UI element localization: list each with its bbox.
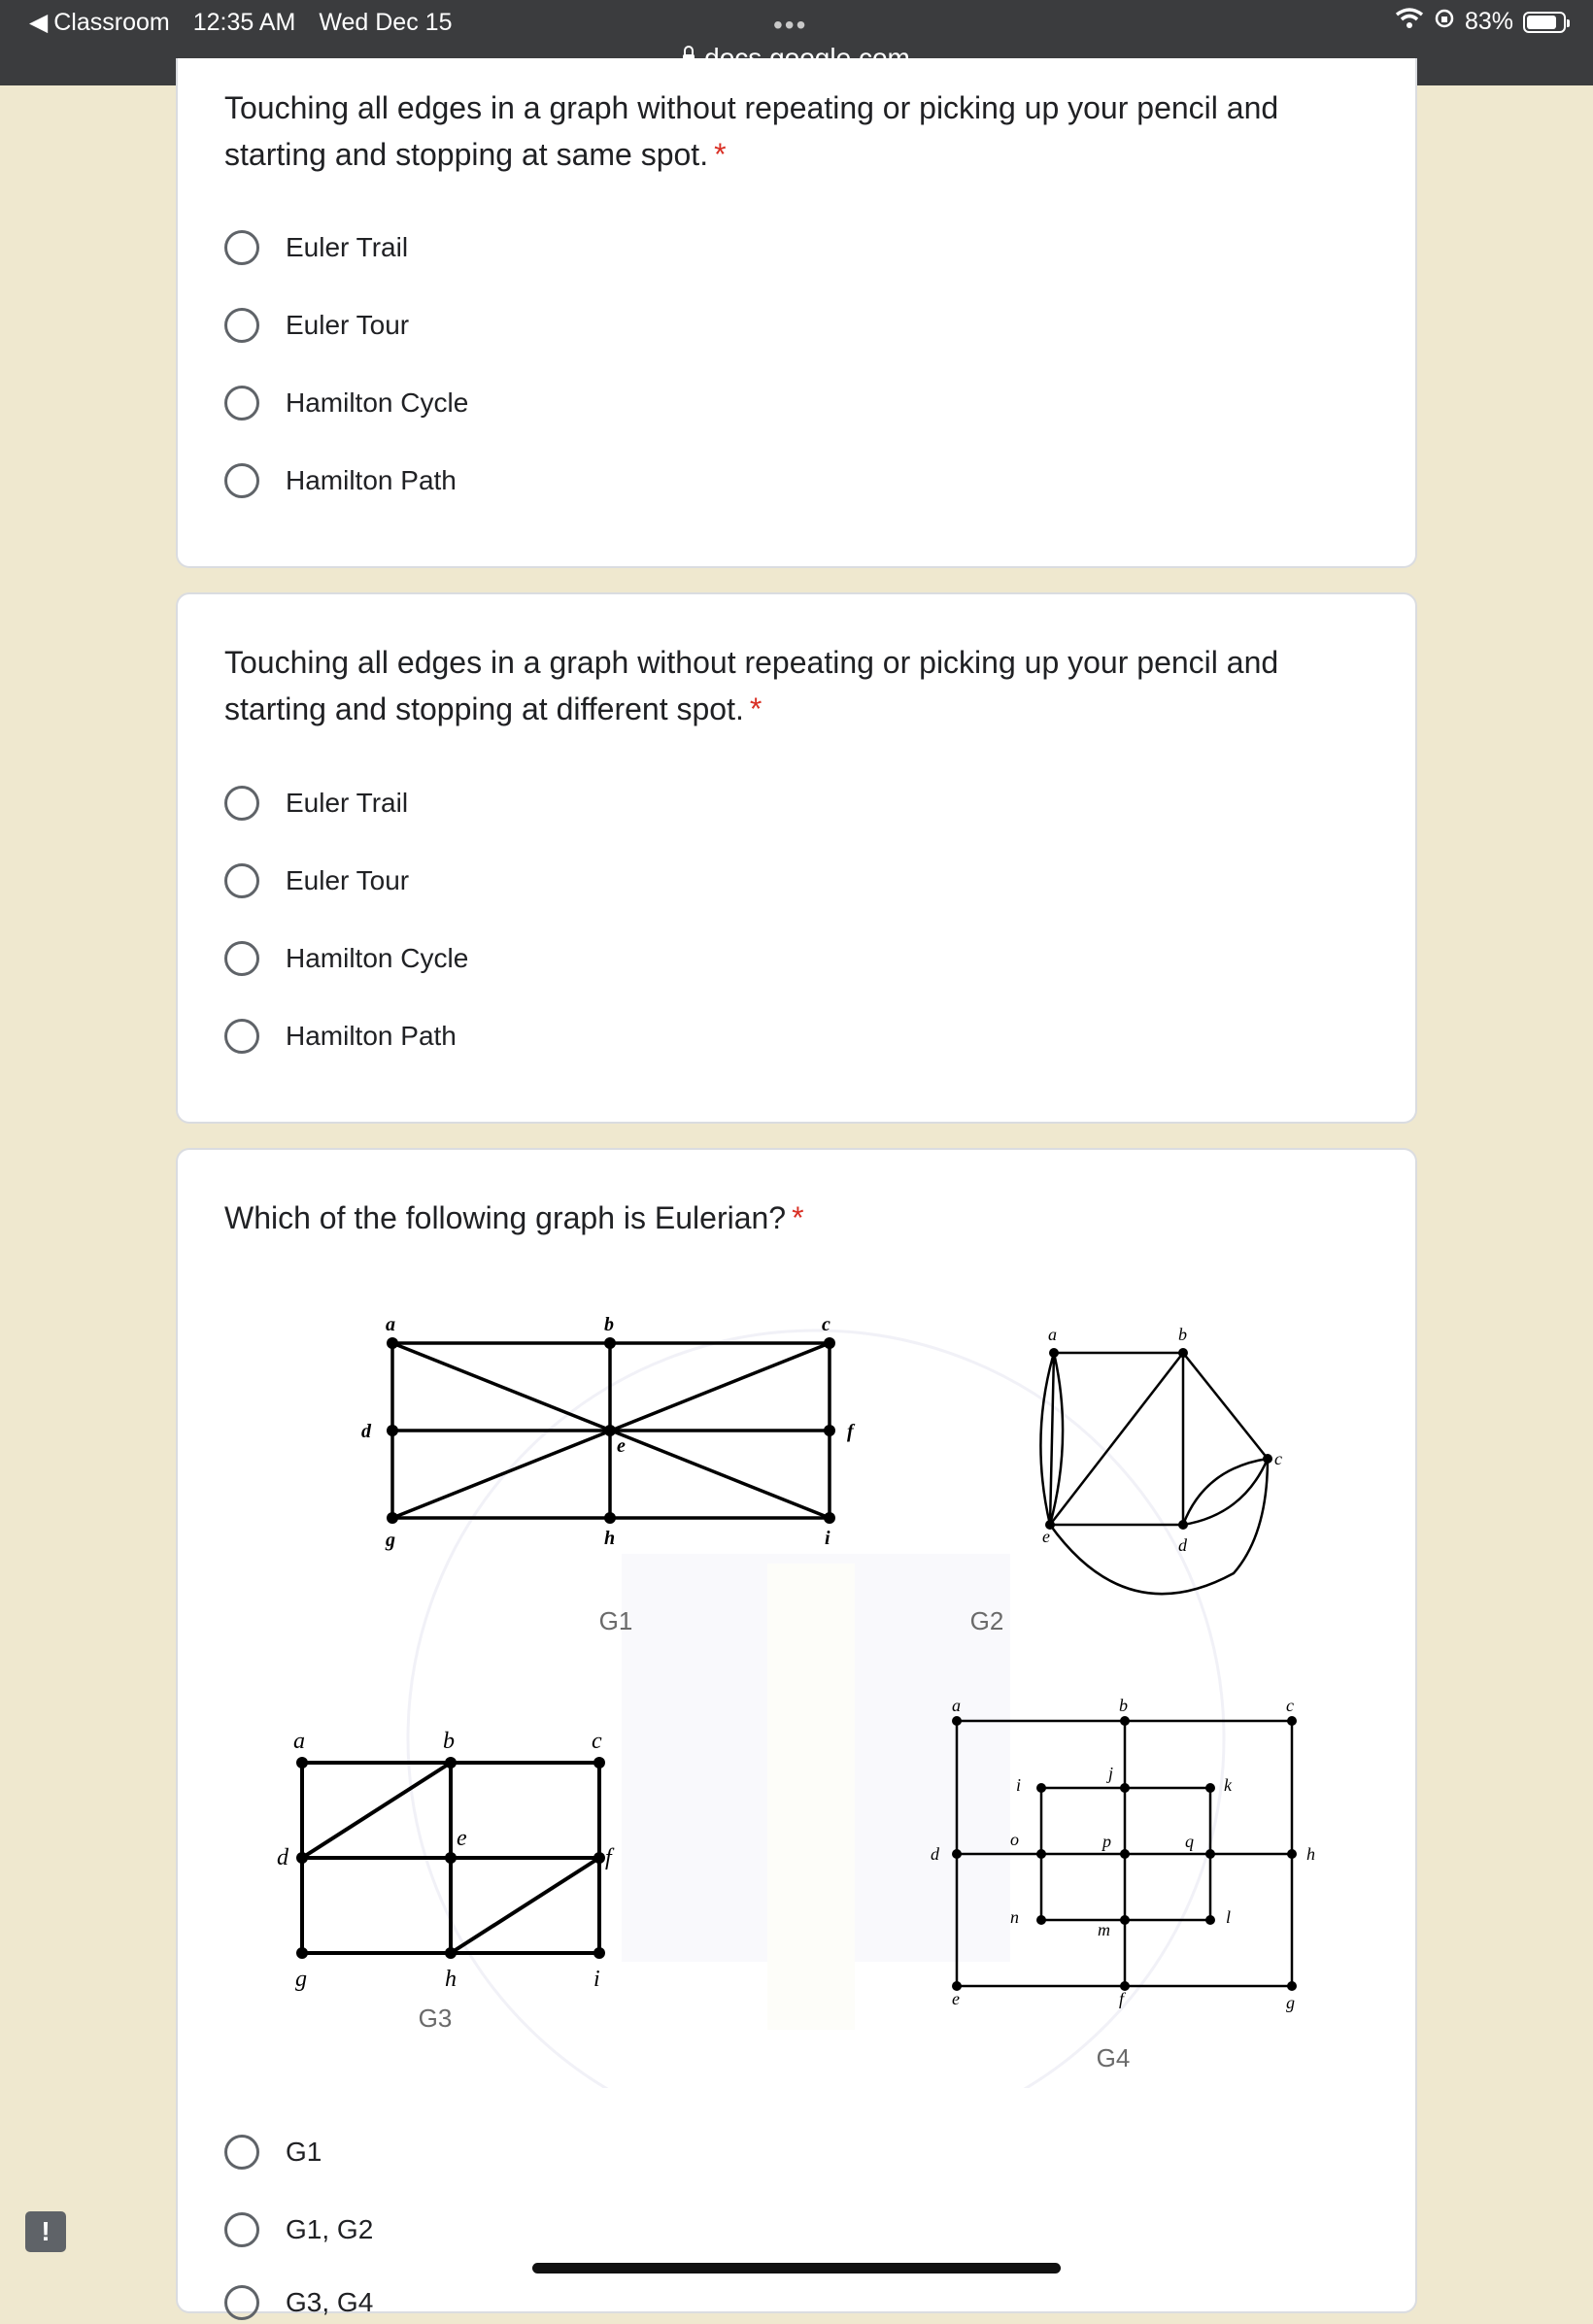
g4-vertex-label: i — [1016, 1775, 1022, 1795]
g4-caption: G4 — [1096, 2043, 1131, 2072]
g4-vertex-label: a — [952, 1696, 961, 1715]
g1-vertex-label: f — [847, 1421, 854, 1442]
g2-vertex-label: a — [1048, 1325, 1057, 1344]
g4-vertex-label: o — [1010, 1830, 1019, 1849]
home-indicator[interactable] — [532, 2263, 1061, 2273]
graph-g2 — [1040, 1353, 1268, 1594]
g3-vertex-label: h — [445, 1967, 457, 1992]
wifi-icon — [1395, 8, 1424, 36]
g4-vertex-label: g — [1286, 1993, 1295, 2012]
required-asterisk: * — [714, 137, 727, 172]
g3-caption: G3 — [418, 2004, 453, 2033]
option-label: Euler Tour — [286, 865, 410, 895]
option-label: Hamilton Cycle — [286, 943, 469, 973]
option-hamilton-cycle[interactable] — [224, 382, 468, 424]
option-label: Hamilton Path — [286, 1021, 457, 1051]
option-label: G3, G4 — [286, 2287, 374, 2317]
option-g1-g2[interactable] — [224, 2208, 373, 2251]
question-text: Touching all edges in a graph without repeating or picking up your pencil and starting and stopping at different spot. — [224, 645, 1279, 726]
option-g3-g4[interactable] — [224, 2281, 373, 2324]
question-text: Touching all edges in a graph without repeating or picking up your pencil and starting and stopping at same spot. — [224, 90, 1279, 172]
g4-vertex-label: m — [1098, 1920, 1110, 1939]
option-label: Hamilton Cycle — [286, 387, 469, 418]
back-to-app-button[interactable] — [29, 8, 170, 37]
g1-vertex-label: h — [604, 1528, 616, 1549]
question-title — [224, 639, 1371, 732]
option-hamilton-path[interactable] — [224, 459, 457, 502]
question-title — [224, 1195, 1371, 1241]
option-euler-trail[interactable] — [224, 226, 408, 269]
question-card-2 — [176, 592, 1417, 1124]
g3-vertex-label: a — [293, 1729, 305, 1754]
back-triangle-icon: ◀ — [29, 9, 49, 36]
report-problem-icon[interactable]: ! — [25, 2211, 66, 2252]
g4-vertex-label: q — [1185, 1832, 1194, 1851]
radio-button[interactable] — [224, 2212, 259, 2247]
g4-vertex-label: l — [1226, 1907, 1232, 1927]
option-euler-trail[interactable] — [224, 782, 408, 825]
status-left — [29, 8, 452, 37]
option-euler-tour[interactable] — [224, 859, 409, 902]
radio-button[interactable] — [224, 386, 259, 421]
g4-vertex-label: e — [952, 1989, 960, 2008]
question-text: Which of the following graph is Eulerian? — [224, 1200, 787, 1235]
required-asterisk: * — [749, 691, 763, 726]
graph-g2-vertices — [1045, 1348, 1272, 1530]
radio-button[interactable] — [224, 941, 259, 976]
g1-caption: G1 — [598, 1606, 633, 1635]
option-label: Euler Tour — [286, 310, 410, 340]
g4-vertex-label: n — [1010, 1907, 1019, 1927]
question-title — [224, 84, 1371, 178]
g3-vertex-label: f — [605, 1845, 612, 1870]
g1-vertex-label: a — [386, 1314, 395, 1335]
status-time: 12:35 AM — [192, 8, 296, 36]
g2-vertex-label: b — [1178, 1325, 1187, 1344]
g2-vertex-label: d — [1178, 1535, 1187, 1555]
radio-button[interactable] — [224, 463, 259, 498]
g4-vertex-label: c — [1286, 1696, 1294, 1715]
radio-button[interactable] — [224, 2135, 259, 2170]
option-hamilton-path[interactable] — [224, 1015, 457, 1058]
battery-icon — [1523, 12, 1566, 33]
g2-vertex-label: e — [1042, 1527, 1050, 1546]
option-label: Hamilton Path — [286, 465, 457, 495]
question-card-1 — [176, 58, 1417, 568]
g1-vertex-label: b — [604, 1314, 614, 1335]
g4-vertex-label: p — [1102, 1832, 1111, 1851]
rotation-lock-icon — [1434, 8, 1455, 36]
radio-button[interactable] — [224, 308, 259, 343]
g1-vertex-label: d — [361, 1421, 371, 1442]
g4-vertex-label: h — [1306, 1844, 1315, 1864]
g3-vertex-label: i — [593, 1967, 600, 1992]
radio-button[interactable] — [224, 863, 259, 898]
g1-vertex-label: c — [822, 1314, 830, 1335]
g3-vertex-label: c — [592, 1729, 602, 1754]
figure-watermark — [408, 1330, 1224, 2088]
g4-vertex-label: b — [1119, 1696, 1128, 1715]
radio-button[interactable] — [224, 786, 259, 821]
g3-vertex-label: b — [443, 1729, 455, 1754]
g3-vertex-label: d — [277, 1845, 288, 1870]
option-hamilton-cycle[interactable] — [224, 937, 468, 980]
radio-button[interactable] — [224, 230, 259, 265]
g4-vertex-label: f — [1119, 1989, 1125, 2008]
g3-vertex-label: g — [295, 1967, 307, 1992]
g2-vertex-label: c — [1274, 1449, 1282, 1468]
option-label: Euler Trail — [286, 788, 409, 818]
g4-vertex-label: j — [1108, 1764, 1114, 1783]
required-asterisk: * — [792, 1200, 804, 1235]
radio-button[interactable] — [224, 1019, 259, 1054]
status-right — [1395, 8, 1566, 36]
g3-vertex-label: e — [457, 1826, 467, 1851]
multitasking-dots[interactable]: ••• — [773, 10, 808, 40]
option-label: G1, G2 — [286, 2214, 374, 2244]
graphs-figure-image — [272, 1282, 1350, 2088]
g1-vertex-label: e — [617, 1435, 626, 1457]
option-g1[interactable] — [224, 2131, 322, 2173]
option-label: Euler Trail — [286, 232, 409, 262]
g4-vertex-label: d — [931, 1844, 939, 1864]
status-date: Wed Dec 15 — [319, 8, 453, 36]
radio-button[interactable] — [224, 2285, 259, 2320]
option-label: G1 — [286, 2137, 322, 2167]
battery-fill — [1527, 16, 1556, 29]
g1-vertex-label: i — [825, 1528, 830, 1549]
back-app-label: Classroom — [53, 8, 170, 36]
battery-percent: 83% — [1464, 8, 1513, 35]
g4-vertex-label: k — [1224, 1775, 1232, 1795]
g2-caption: G2 — [969, 1606, 1004, 1635]
option-euler-tour[interactable] — [224, 304, 409, 347]
g1-vertex-label: g — [386, 1530, 395, 1551]
